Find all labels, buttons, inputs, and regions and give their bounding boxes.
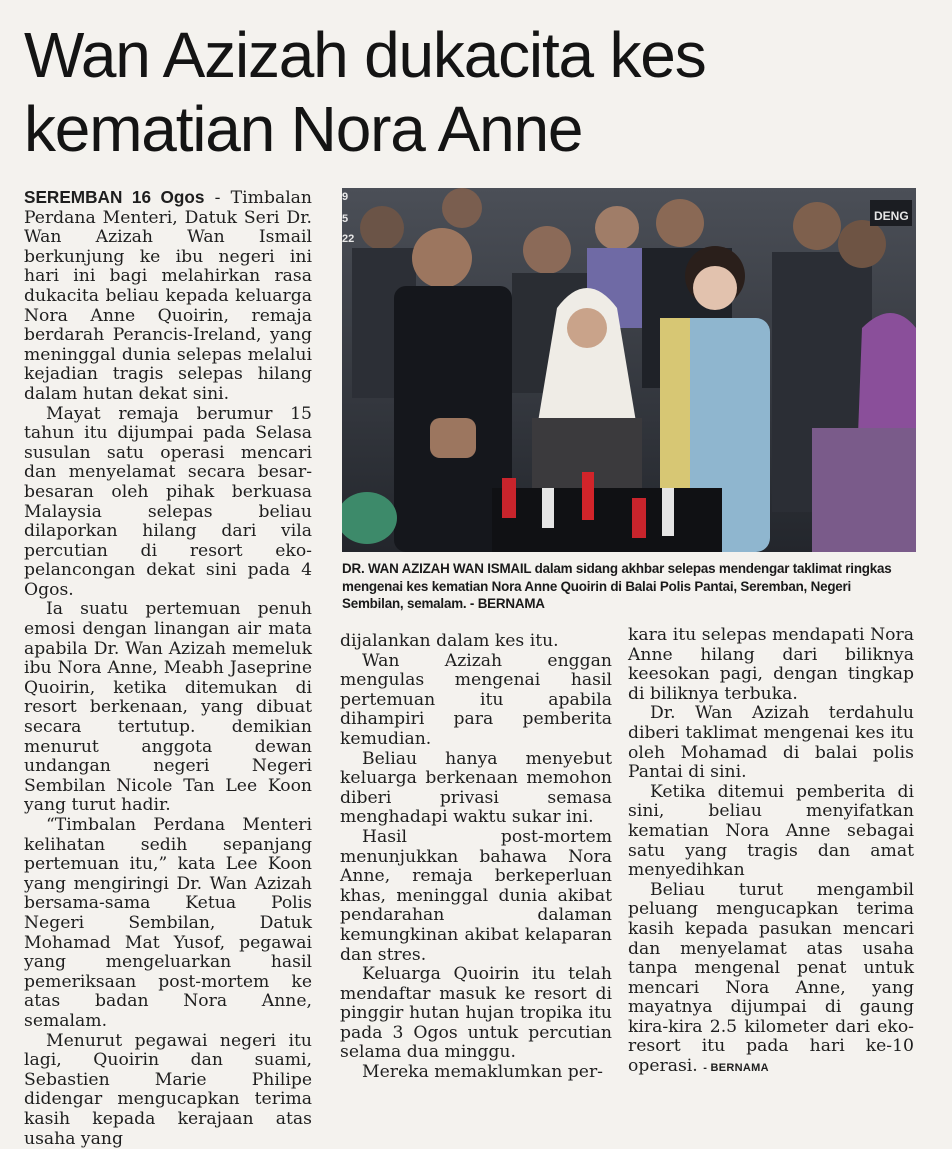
paragraph: Mayat remaja berumur 15 tahun itu dijumpai pada Selasa susulan satu operasi mencari dan menyelamat secara besar-besaran oleh pihak berkuasa Malaysia selepas beliau dilaporkan hilang dari vila percutian di resort eko-pelancongan dekat sini pada 4 Ogos. [24,403,312,600]
paragraph: Wan Azizah enggan mengulas mengenai hasil pertemuan itu apabila dihampiri para pemberita kemudian. [340,650,612,749]
press-conference-illustration [342,188,916,552]
article-headline [24,18,934,166]
caption-text: dalam sidang akhbar selepas mendengar taklimat ringkas mengenai kes kematian Nora Anne Quoirin di Balai Polis Pantai, Seremban, Negeri Sembilan, semalam. - BERNAMA [342,561,892,612]
paragraph-text: - Timbalan Perdana Menteri, Datuk Seri Dr. Wan Azizah Wan Ismail berkunjung ke ibu negeri ini hari ini bagi melahirkan rasa dukacita beliau kepada keluarga Nora Anne Quoirin, remaja berdarah Perancis-Ireland, yang meninggal dunia selepas melalui kejadian tragis selepas hilang dalam hutan dekat sini. [24,188,313,404]
paragraph: Dr. Wan Azizah terdahulu diberi taklimat mengenai kes itu oleh Mohamad di balai polis Pantai di sini. [628,703,914,783]
paragraph: Beliau hanya menyebut keluarga berkenaan memohon diberi privasi semasa menghadapi waktu sukar ini. [340,748,612,828]
paragraph [24,188,312,405]
paragraph: kara itu selepas mendapati Nora Anne hilang dari biliknya keesokan pagi, dengan tingkap di biliknya terbuka. [628,625,914,704]
edge-mark: 22 [342,233,355,245]
headline-line-1: Wan Azizah dukacita kes [24,19,706,91]
paragraph: Ketika ditemui pemberita di sini, beliau menyifatkan kematian Nora Anne sebagai satu yang tragis dan amat menyedihkan [628,781,914,881]
article-column-2 [340,632,612,1083]
paragraph: “Timbalan Perdana Menteri kelihatan sedih sepanjang pertemuan itu,” kata Lee Koon yang mengiringi Dr. Wan Azizah bersama-sama Ketua Polis Negeri Sembilan, Datuk Mohamad Mat Yusof, pegawai yang mengeluarkan hasil pemeriksaan post-mortem ke atas badan Nora Anne, semalam. [24,815,312,1031]
paragraph [628,881,914,1079]
paragraph: Keluarga Quoirin itu telah mendaftar masuk ke resort di pinggir hutan hujan tropika itu pada 3 Ogos untuk percutian selama dua minggu. [340,964,612,1063]
photo-caption [342,560,916,613]
paragraph: Mereka memaklumkan per- [362,1062,603,1083]
background-sign: DENG [874,209,909,223]
edge-mark: 9 [342,191,349,203]
paragraph: Menurut pegawai negeri itu lagi, Quoirin dan suami, Sebastien Marie Philipe didengar mengucapkan terima kasih kepada kerajaan atas usaha yang [24,1030,312,1149]
paragraph: dijalankan dalam kes itu. [340,631,559,651]
dateline: SEREMBAN 16 Ogos [24,187,205,207]
edge-mark: 5 [342,213,349,225]
article-column-3 [628,626,914,1079]
headline-line-2: kematian Nora Anne [24,93,583,165]
paragraph: Hasil post-mortem menunjukkan bahawa Nora Anne, remaja berkeperluan khas, meninggal dunia akibat pendarahan dalaman kemungkinan akibat kelaparan dan stres. [340,826,612,965]
end-credit: - BERNAMA [703,1062,769,1075]
paragraph-text: Beliau turut mengambil peluang mengucapkan terima kasih kepada pasukan mencari dan menyelamat atas usaha tanpa mengenal penat untuk mencari Nora Anne, yang mayatnya dijumpai di gaung kira-kira 2.5 kilometer dari eko-resort itu pada hari ke-10 operasi. [628,879,914,1077]
paragraph: Ia suatu pertemuan penuh emosi dengan linangan air mata apabila Dr. Wan Azizah memeluk ibu Nora Anne, Meabh Jaseprine Quoirin, ketika ditemukan di resort berkenaan, yang dibuat secara tertutup. demikian menurut anggota dewan undangan negeri Negeri Sembilan Nicole Tan Lee Koon yang turut hadir. [24,599,312,816]
caption-lead: DR. WAN AZIZAH WAN ISMAIL [342,561,532,576]
press-photo [342,188,916,552]
article-column-1 [24,188,312,1149]
